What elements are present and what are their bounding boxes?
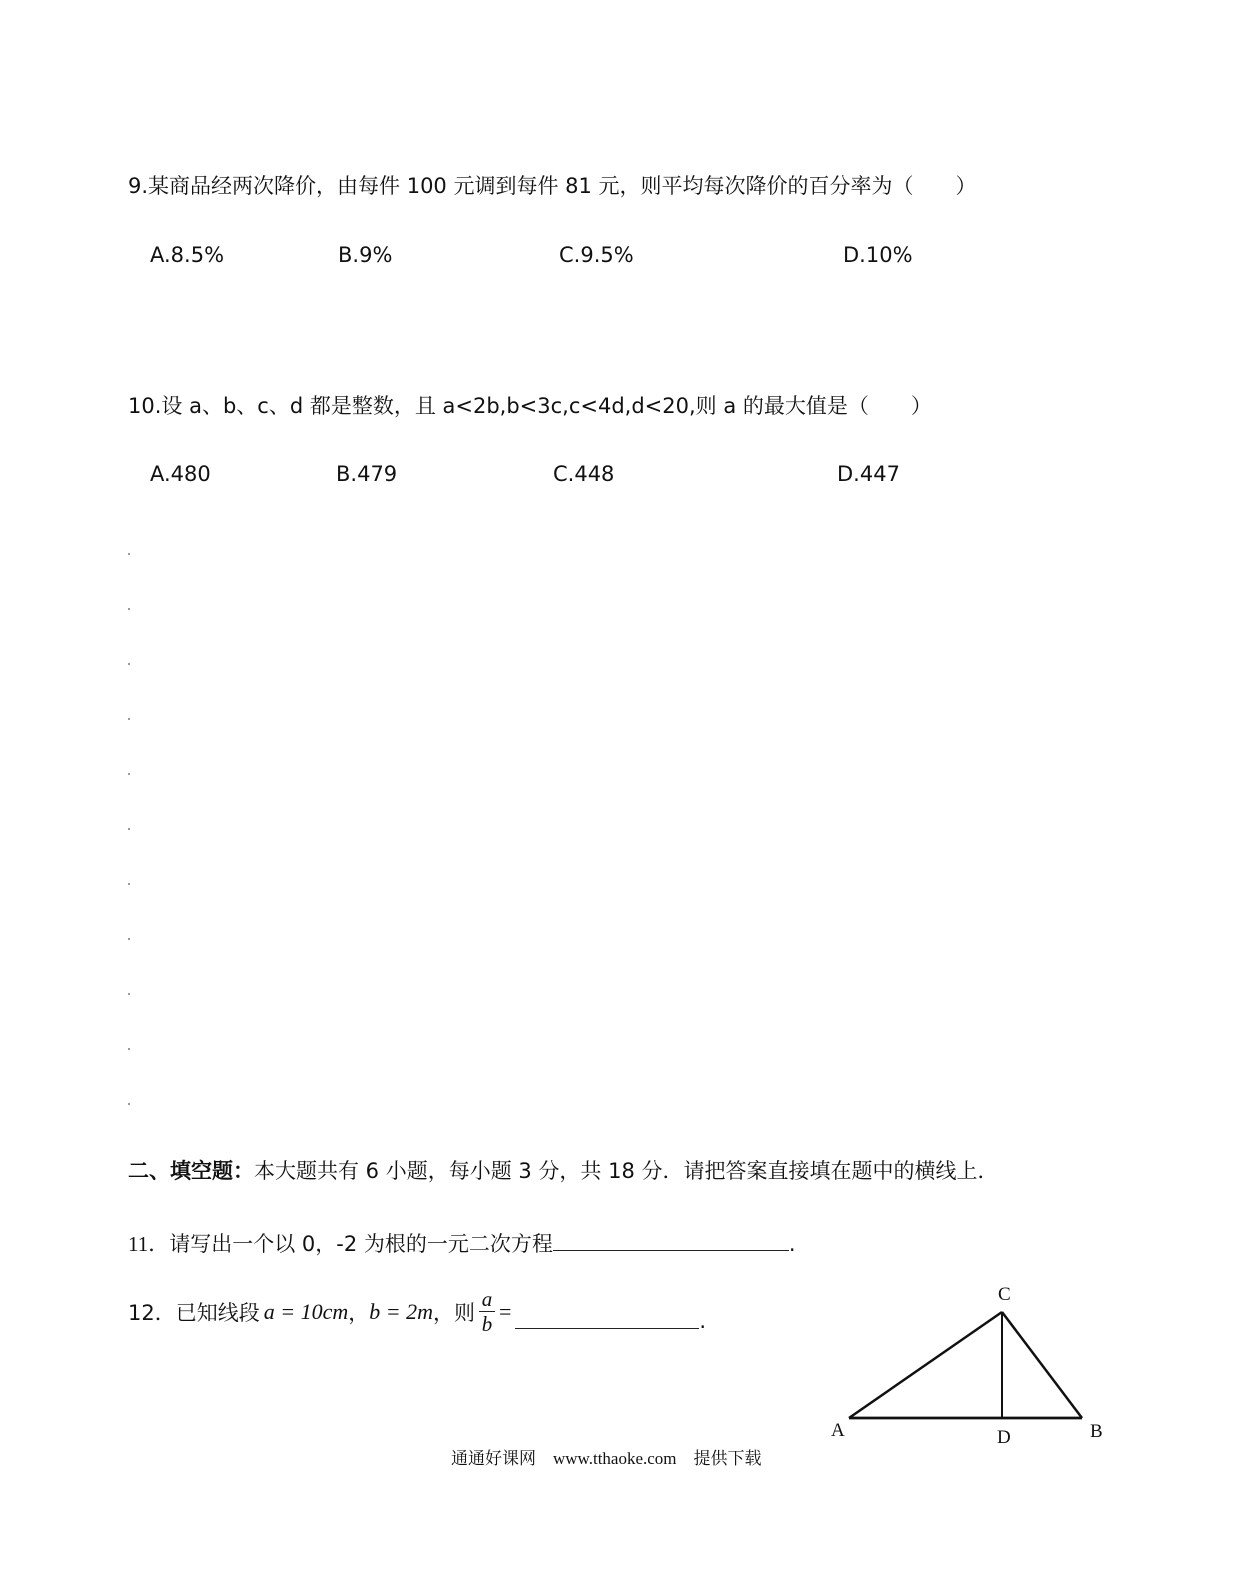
q11-answer-blank[interactable] [553, 1250, 789, 1251]
label-c: C [998, 1284, 1011, 1305]
q10-option-a: A.480 [150, 462, 211, 486]
triangle-figure [820, 1280, 1120, 1450]
q12-mid: ，则 [432, 1300, 475, 1325]
q11-text: 请写出一个以 0，-2 为根的一元二次方程 [169, 1232, 553, 1256]
q12-answer-blank[interactable] [515, 1328, 699, 1329]
label-a: A [831, 1420, 845, 1441]
question-12 [128, 1288, 706, 1335]
paragraph-marker [128, 773, 130, 775]
q12-end: . [699, 1309, 707, 1333]
q10-option-d: D.447 [837, 462, 900, 486]
paragraph-marker [128, 1048, 130, 1050]
q9-option-a: A.8.5% [150, 243, 225, 267]
paragraph-marker [128, 828, 130, 830]
section-2-description: 本大题共有 6 小题，每小题 3 分，共 18 分．请把答案直接填在题中的横线上． [254, 1159, 999, 1183]
section-2-title: 二、填空题： [128, 1159, 254, 1183]
q9-option-c: C.9.5% [559, 243, 634, 267]
q9-option-b: B.9% [338, 243, 393, 267]
q11-end: . [788, 1232, 796, 1256]
label-b: B [1090, 1421, 1103, 1442]
q10-option-b: B.479 [336, 462, 398, 486]
paragraph-marker [128, 553, 130, 555]
q9-option-d: D.10% [843, 243, 913, 267]
q12-fraction-numerator: a [481, 1287, 493, 1311]
paragraph-marker [128, 938, 130, 940]
paragraph-marker [128, 883, 130, 885]
q12-equation-b: b = 2m [369, 1298, 433, 1324]
segment-ac [849, 1312, 1002, 1418]
q12-number: 12． [128, 1300, 176, 1325]
paragraph-marker [128, 1103, 130, 1105]
page-footer: 通通好课网 www.tthaoke.com 提供下载 [451, 1449, 762, 1468]
paragraph-marker [128, 663, 130, 665]
q12-fraction-denominator: b [481, 1312, 493, 1336]
paragraph-marker [128, 718, 130, 720]
question-11 [128, 1228, 796, 1258]
paragraph-marker [128, 608, 130, 610]
q11-number: 11． [128, 1232, 170, 1256]
segment-cb [1002, 1312, 1082, 1418]
label-d: D [997, 1427, 1011, 1448]
paragraph-marker [128, 993, 130, 995]
section-2-heading [128, 1155, 999, 1185]
q10-option-c: C.448 [553, 462, 615, 486]
q12-equals: = [498, 1298, 512, 1324]
question-10-text: 10.设 a、b、c、d 都是整数，且 a<2b,b<3c,c<4d,d<20,则 a 的最大值是（ ） [128, 394, 932, 418]
q12-equation-a: a = 10cm [263, 1298, 349, 1324]
q12-separator: ， [348, 1300, 370, 1325]
question-9-text: 9.某商品经两次降价，由每件 100 元调到每件 81 元，则平均每次降价的百分率为（ ） [128, 174, 977, 198]
q12-fraction [479, 1288, 495, 1335]
q12-prefix: 已知线段 [175, 1300, 260, 1325]
